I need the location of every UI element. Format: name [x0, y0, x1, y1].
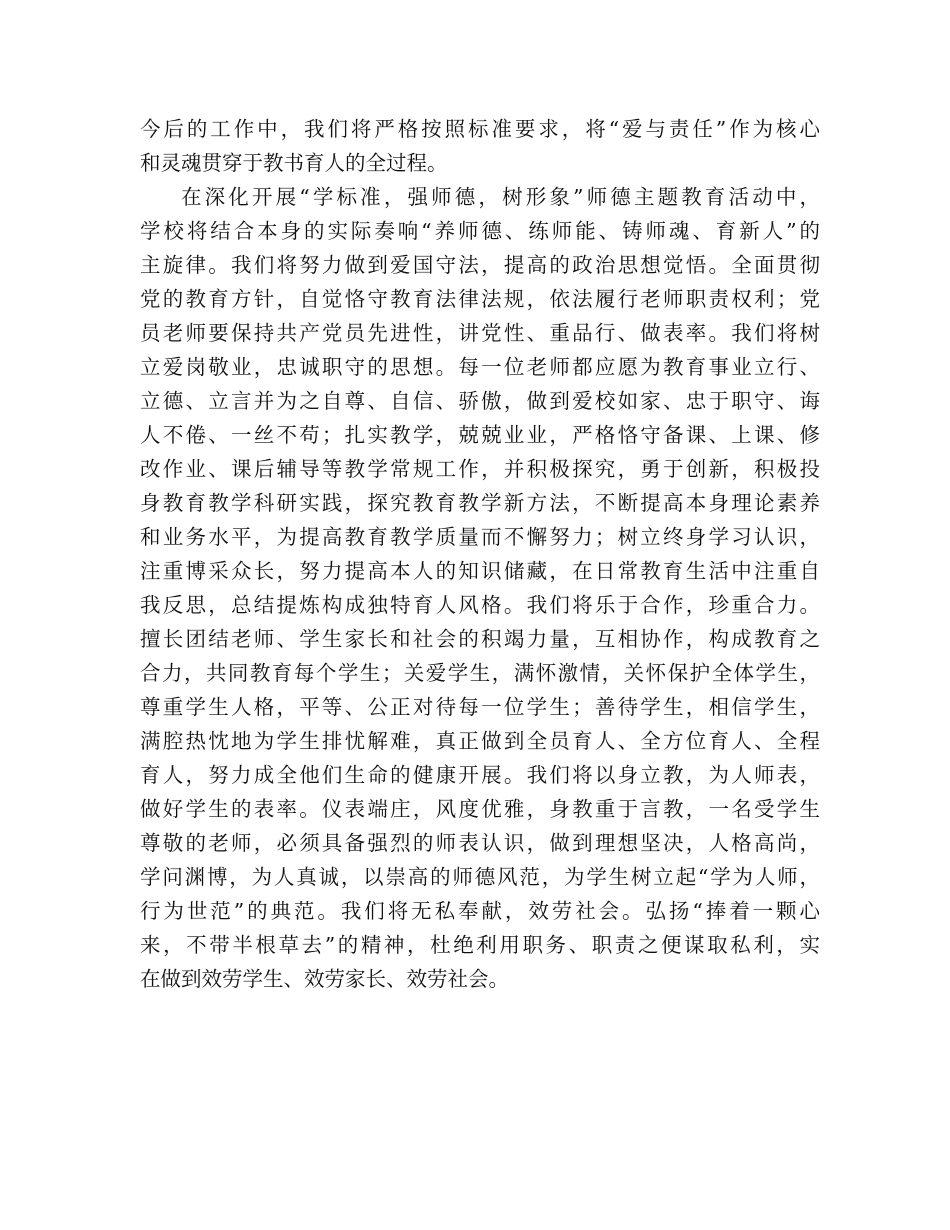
text-line: 育人，努力成全他们生命的健康开展。我们将以身立教，为人师表， — [140, 763, 820, 787]
text-line: 人不倦、一丝不苟；扎实教学，兢兢业业，严格恪守备课、上课、修 — [140, 423, 820, 447]
text-line: 擅长团结老师、学生家长和社会的积竭力量，互相协作，构成教育之 — [140, 627, 820, 651]
text-line: 改作业、课后辅导等教学常规工作，并积极探究，勇于创新，积极投 — [140, 457, 820, 481]
text-line: 员老师要保持共产党员先进性，讲党性、重品行、做表率。我们将树 — [140, 321, 820, 345]
text-line: 注重博采众长，努力提高本人的知识储藏，在日常教育生活中注重自 — [140, 559, 820, 583]
text-line: 和灵魂贯穿于教书育人的全过程。 — [140, 151, 448, 175]
text-line: 尊重学生人格，平等、公正对待每一位学生；善待学生，相信学生， — [140, 695, 820, 719]
text-line: 立德、立言并为之自尊、自信、骄傲，做到爱校如家、忠于职守、诲 — [140, 389, 820, 413]
text-line: 学问渊博，为人真诚，以崇高的师德风范，为学生树立起“学为人师， — [140, 865, 820, 889]
body-text — [140, 112, 820, 996]
text-line: 做好学生的表率。仪表端庄，风度优雅，身教重于言教，一名受学生 — [140, 797, 820, 821]
text-line: 在做到效劳学生、效劳家长、效劳社会。 — [140, 967, 509, 991]
text-line: 我反思，总结提炼构成独特育人风格。我们将乐于合作，珍重合力。 — [140, 593, 820, 617]
text-line: 党的教育方针，自觉恪守教育法律法规，依法履行老师职责权利；党 — [140, 287, 820, 311]
text-line: 立爱岗敬业，忠诚职守的思想。每一位老师都应愿为教育事业立行、 — [140, 355, 820, 379]
text-line: 合力，共同教育每个学生；关爱学生，满怀激情，关怀保护全体学生， — [140, 661, 820, 685]
text-line: 学校将结合本身的实际奏响“养师德、练师能、铸师魂、育新人”的 — [140, 219, 820, 243]
text-line: 今后的工作中，我们将严格按照标准要求，将“爱与责任”作为核心 — [140, 117, 820, 141]
text-line: 身教育教学科研实践，探究教育教学新方法，不断提高本身理论素养 — [140, 491, 820, 515]
text-line: 尊敬的老师，必须具备强烈的师表认识，做到理想坚决，人格高尚， — [140, 831, 820, 855]
text-line: 主旋律。我们将努力做到爱国守法，提高的政治思想觉悟。全面贯彻 — [140, 253, 820, 277]
paragraph-first-line: 在深化开展“学标准，强师德，树形象”师德主题教育活动中， — [181, 185, 820, 209]
text-line: 满腔热忱地为学生排忧解难，真正做到全员育人、全方位育人、全程 — [140, 729, 820, 753]
text-line: 来，不带半根草去”的精神，杜绝利用职务、职责之便谋取私利，实 — [140, 933, 820, 957]
text-line: 和业务水平，为提高教育教学质量而不懈努力；树立终身学习认识， — [140, 525, 820, 549]
text-line: 行为世范”的典范。我们将无私奉献，效劳社会。弘扬“捧着一颗心 — [140, 899, 820, 923]
